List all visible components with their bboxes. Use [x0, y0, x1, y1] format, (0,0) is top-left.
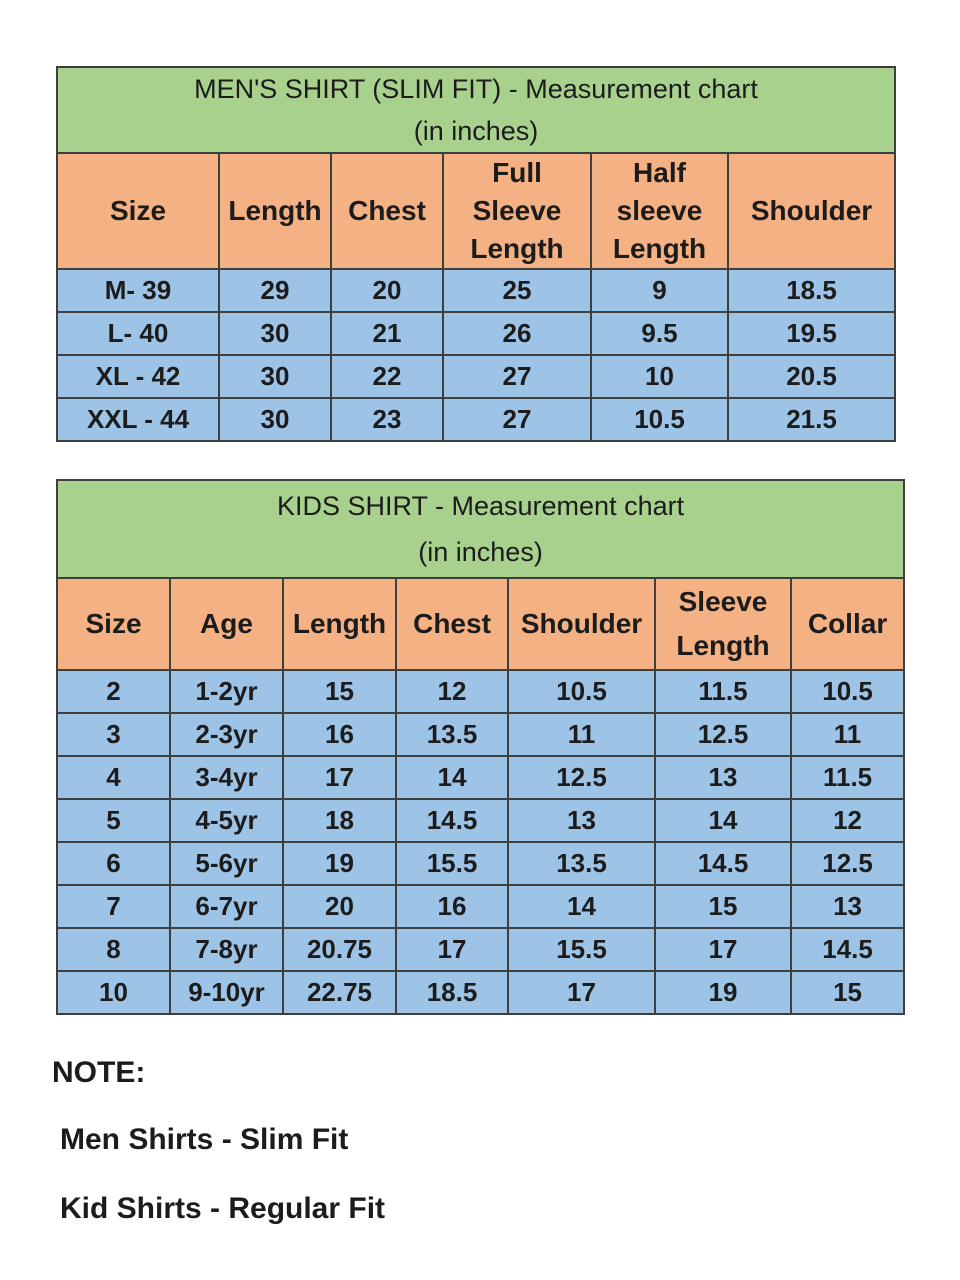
kids-data-cell: 12.5 [655, 713, 791, 756]
kids-data-cell: 10.5 [791, 670, 904, 713]
men-header-text: Chest [348, 195, 426, 226]
men-data-cell: 26 [443, 312, 591, 355]
men-data-cell: 20 [331, 269, 443, 312]
men-data-cell: 20.5 [728, 355, 895, 398]
kids-header-cell [170, 578, 283, 670]
kids-data-cell: 17 [508, 971, 655, 1014]
men-data-cell: 18.5 [728, 269, 895, 312]
men-data-cell: 27 [443, 398, 591, 441]
kids-header-row [57, 578, 904, 670]
kids-data-cell: 5-6yr [170, 842, 283, 885]
men-data-cell: 9 [591, 269, 728, 312]
kids-data-cell: 14 [655, 799, 791, 842]
kids-data-cell: 15 [791, 971, 904, 1014]
kids-header-text: Age [200, 608, 253, 639]
kids-data-cell: 14.5 [655, 842, 791, 885]
men-header-cell [57, 153, 219, 269]
mens-table-title [57, 67, 895, 153]
kids-header-text: Sleeve [678, 586, 768, 617]
kids-header-text: Shoulder [520, 608, 643, 639]
kids-data-cell: 12.5 [508, 756, 655, 799]
kids-data-cell: 19 [655, 971, 791, 1014]
kids-data-cell: 11 [791, 713, 904, 756]
men-data-cell: XL - 42 [57, 355, 219, 398]
kids-header-text: Size [85, 608, 142, 639]
mens-header-row [57, 153, 895, 269]
kids-data-cell: 20.75 [283, 928, 396, 971]
men-data-cell: M- 39 [57, 269, 219, 312]
kids-header-text: Chest [413, 608, 491, 639]
men-data-cell: 30 [219, 312, 331, 355]
kids-data-cell: 14 [508, 885, 655, 928]
kids-data-cell: 19 [283, 842, 396, 885]
kids-data-cell: 11.5 [655, 670, 791, 713]
kids-data-cell: 14 [396, 756, 508, 799]
kids-data-cell: 2-3yr [170, 713, 283, 756]
men-header-text: Shoulder [750, 195, 873, 226]
kids-data-cell: 15 [283, 670, 396, 713]
kids-data-cell: 16 [283, 713, 396, 756]
kids-data-cell: 22.75 [283, 971, 396, 1014]
men-header-text: Size [109, 195, 167, 226]
kids-table-body [57, 670, 904, 1014]
kids-data-cell: 5 [57, 799, 170, 842]
men-header-text: Length [470, 233, 564, 264]
kids-header-cell [791, 578, 904, 670]
kids-data-cell: 13.5 [508, 842, 655, 885]
kids-data-cell: 13 [655, 756, 791, 799]
kids-data-cell: 14.5 [791, 928, 904, 971]
men-data-cell: XXL - 44 [57, 398, 219, 441]
kids-data-cell: 7-8yr [170, 928, 283, 971]
note-heading: NOTE: [52, 1056, 146, 1089]
kids-data-cell: 11 [508, 713, 655, 756]
kids-header-text: Collar [807, 608, 888, 639]
kids-data-cell: 2 [57, 670, 170, 713]
men-data-cell: 29 [219, 269, 331, 312]
men-header-text: Sleeve [472, 195, 562, 226]
kids-data-cell: 6-7yr [170, 885, 283, 928]
table-row [57, 312, 895, 355]
kids-data-cell: 12 [791, 799, 904, 842]
men-data-cell: 9.5 [591, 312, 728, 355]
kids-data-cell: 16 [396, 885, 508, 928]
men-data-cell: 27 [443, 355, 591, 398]
kids-data-cell: 15.5 [508, 928, 655, 971]
kids-shirt-measurement-table [56, 479, 905, 1015]
kids-header-cell [396, 578, 508, 670]
kids-data-cell: 3-4yr [170, 756, 283, 799]
table-row [57, 799, 904, 842]
kids-data-cell: 18.5 [396, 971, 508, 1014]
men-header-text: Half [633, 157, 686, 188]
kids-data-cell: 1-2yr [170, 670, 283, 713]
table-row [57, 670, 904, 713]
kids-data-cell: 7 [57, 885, 170, 928]
men-header-cell [219, 153, 331, 269]
men-data-cell: L- 40 [57, 312, 219, 355]
men-data-cell: 21.5 [728, 398, 895, 441]
kids-header-cell [57, 578, 170, 670]
table-row [57, 842, 904, 885]
kids-data-cell: 4 [57, 756, 170, 799]
kids-data-cell: 8 [57, 928, 170, 971]
table-row [57, 756, 904, 799]
kids-data-cell: 10.5 [508, 670, 655, 713]
kids-data-cell: 17 [655, 928, 791, 971]
kids-data-cell: 4-5yr [170, 799, 283, 842]
men-data-cell: 25 [443, 269, 591, 312]
kids-data-cell: 10 [57, 971, 170, 1014]
mens-title-line2: (in inches) [413, 116, 539, 146]
kids-header-text: Length [676, 630, 770, 661]
kids-header-cell [508, 578, 655, 670]
kids-data-cell: 15 [655, 885, 791, 928]
note-kids-fit: Kid Shirts - Regular Fit [60, 1192, 386, 1225]
men-data-cell: 30 [219, 355, 331, 398]
kids-data-cell: 9-10yr [170, 971, 283, 1014]
men-data-cell: 10.5 [591, 398, 728, 441]
kids-table-title [57, 480, 904, 578]
kids-data-cell: 6 [57, 842, 170, 885]
table-row [57, 971, 904, 1014]
table-row [57, 269, 895, 312]
men-header-cell [728, 153, 895, 269]
kids-data-cell: 13.5 [396, 713, 508, 756]
men-header-text: Length [612, 233, 707, 264]
kids-data-cell: 3 [57, 713, 170, 756]
men-header-cell [591, 153, 728, 269]
kids-data-cell: 12.5 [791, 842, 904, 885]
table-row [57, 398, 895, 441]
men-header-text: Length [228, 195, 322, 226]
kids-title-line2: (in inches) [418, 537, 543, 567]
men-data-cell: 30 [219, 398, 331, 441]
note-men-fit: Men Shirts - Slim Fit [60, 1123, 349, 1156]
men-header-cell [443, 153, 591, 269]
mens-shirt-measurement-table [56, 66, 896, 442]
kids-header-cell [283, 578, 396, 670]
kids-data-cell: 20 [283, 885, 396, 928]
men-data-cell: 21 [331, 312, 443, 355]
kids-data-cell: 17 [396, 928, 508, 971]
table-row [57, 928, 904, 971]
mens-title-line1: MEN'S SHIRT (SLIM FIT) - Measurement chart [194, 74, 758, 104]
kids-data-cell: 18 [283, 799, 396, 842]
kids-data-cell: 12 [396, 670, 508, 713]
kids-data-cell: 13 [508, 799, 655, 842]
table-row [57, 355, 895, 398]
men-data-cell: 10 [591, 355, 728, 398]
mens-table-body [57, 269, 895, 441]
kids-data-cell: 15.5 [396, 842, 508, 885]
men-data-cell: 23 [331, 398, 443, 441]
table-row [57, 713, 904, 756]
kids-data-cell: 11.5 [791, 756, 904, 799]
kids-data-cell: 17 [283, 756, 396, 799]
kids-data-cell: 13 [791, 885, 904, 928]
men-data-cell: 19.5 [728, 312, 895, 355]
men-data-cell: 22 [331, 355, 443, 398]
kids-header-cell [655, 578, 791, 670]
men-header-text: Full [492, 157, 542, 188]
table-row [57, 885, 904, 928]
kids-header-text: Length [292, 608, 387, 639]
kids-data-cell: 14.5 [396, 799, 508, 842]
kids-title-line1: KIDS SHIRT - Measurement chart [276, 491, 685, 521]
men-header-cell [331, 153, 443, 269]
men-header-text: sleeve [616, 195, 703, 226]
